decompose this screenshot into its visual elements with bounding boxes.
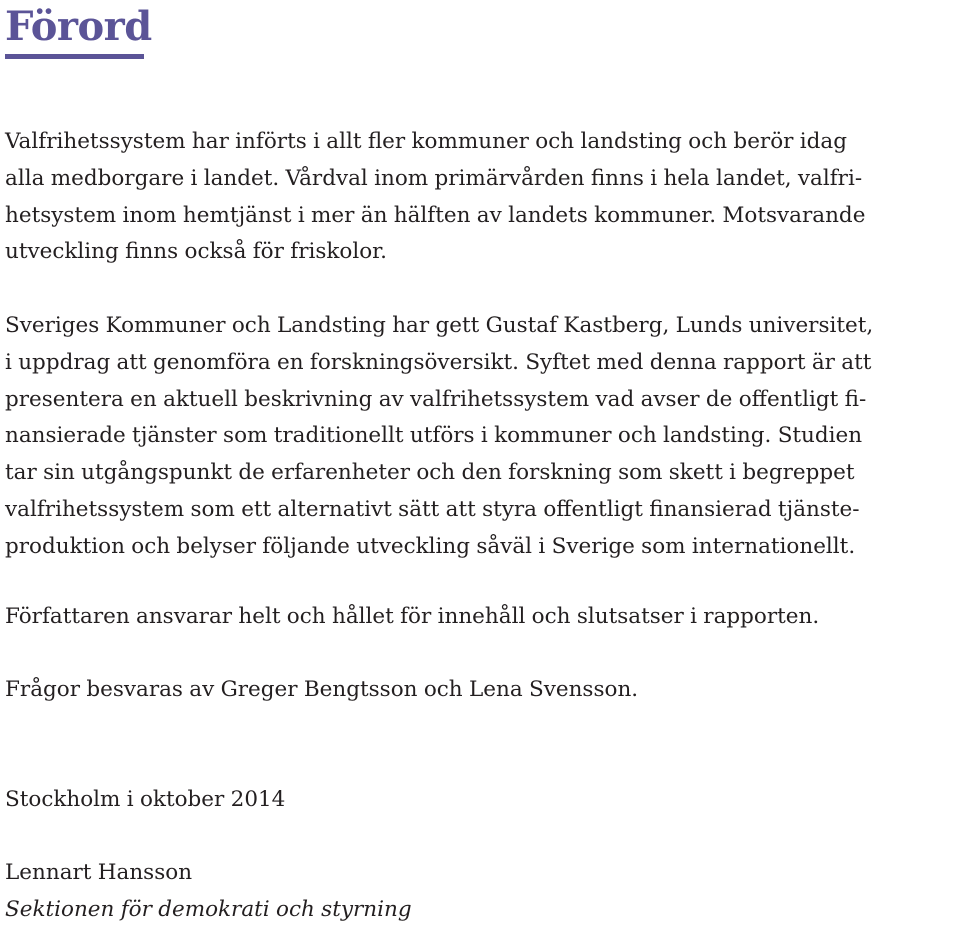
heading-underline xyxy=(5,54,144,59)
signer-name: Lennart Hansson xyxy=(5,860,193,885)
text-line: nansierade tjänster som traditionellt utförs i kommuner och landsting. Studien xyxy=(5,423,863,449)
document-page xyxy=(5,0,957,922)
paragraph-contacts xyxy=(5,672,638,709)
text-line: Valfrihetssystem har införts i allt fler kommuner och landsting och berör idag xyxy=(5,129,847,154)
text-line: Sveriges Kommuner och Landsting har gett Gustaf Kastberg, Lunds universitet, xyxy=(5,313,874,338)
text-line: produktion och belyser följande utveckling såväl i Sverige som internationellt. xyxy=(5,533,856,559)
signer-department: Sektionen för demokrati och styrning xyxy=(5,897,412,922)
text-line: Frågor besvaras av Greger Bengtsson och Lena Svensson. xyxy=(5,677,639,702)
page-title: Förord xyxy=(5,3,152,50)
text-line: i uppdrag att genomföra en forskningsöversikt. Syftet med denna rapport är att xyxy=(5,349,872,375)
text-line: valfrihetssystem som ett alternativt sätt att styra offentligt finansierad tjänste- xyxy=(5,496,860,522)
text-line: hetsystem inom hemtjänst i mer än hälften av landets kommuner. Motsvarande xyxy=(5,202,866,228)
paragraph-intro xyxy=(5,124,865,271)
text-line: tar sin utgångspunkt de erfarenheter och den forskning som skett i begreppet xyxy=(5,460,855,486)
closing-place-date: Stockholm i oktober 2014 xyxy=(5,787,286,812)
paragraph-assignment xyxy=(5,308,873,566)
text-line: presentera en aktuell beskrivning av valfrihetssystem vad avser de offentligt fi- xyxy=(5,386,867,412)
text-line: alla medborgare i landet. Vårdval inom primärvården finns i hela landet, valfri- xyxy=(5,165,863,191)
text-line: Författaren ansvarar helt och hållet för innehåll och slutsatser i rapporten. xyxy=(5,604,820,629)
paragraph-responsibility xyxy=(5,599,819,636)
text-line: utveckling finns också för friskolor. xyxy=(5,239,387,265)
